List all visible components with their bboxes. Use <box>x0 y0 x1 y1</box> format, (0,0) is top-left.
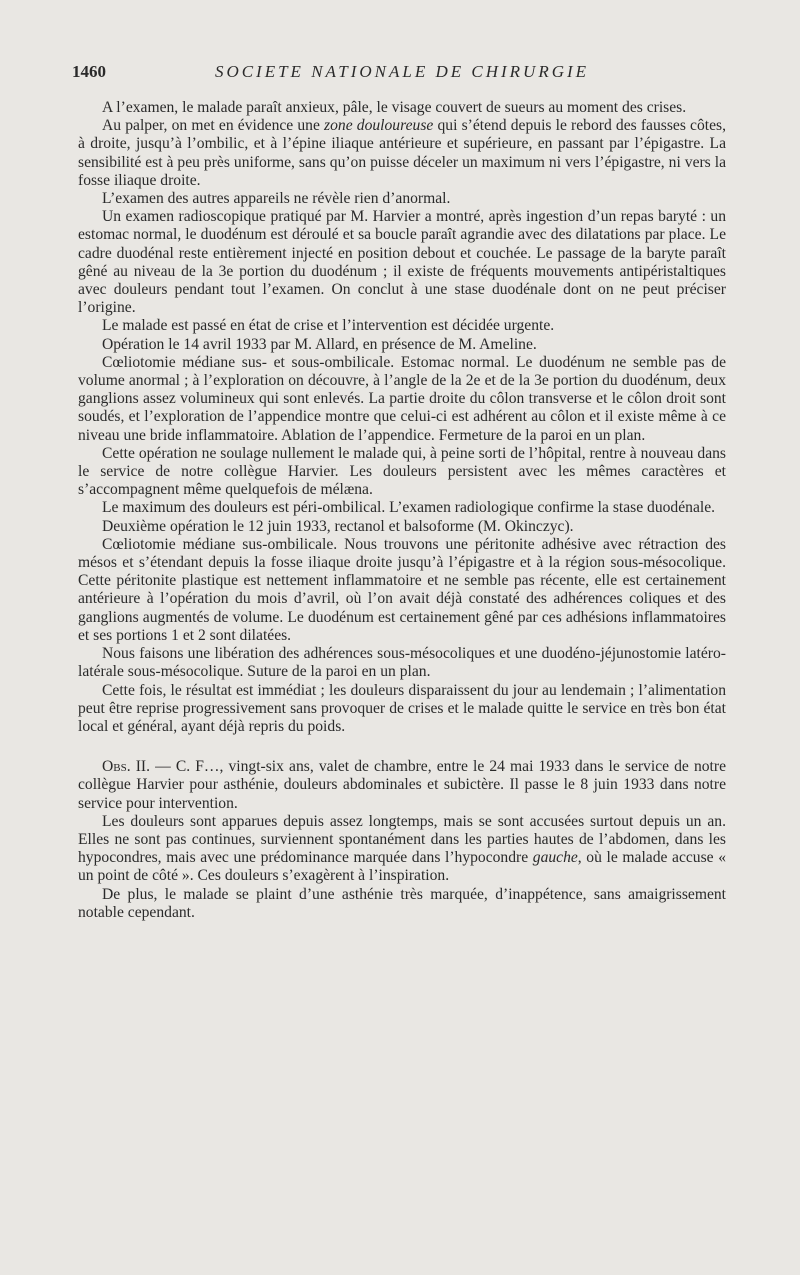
paragraph-text: — C. F…, vingt-six ans, valet de chambre, entre le 24 mai 1933 dans le service de notre collègue Harvier pour asthénie, douleurs abdominales et subictère. Il passe le 8 juin 1933 dans notre service pour intervention. <box>78 758 726 812</box>
paragraph-text: A l’examen, le malade paraît anxieux, pâle, le visage couvert de sueurs au moment des crises. <box>102 99 687 116</box>
paragraph-text: Le maximum des douleurs est péri-ombilical. L’examen radiologique confirme la stase duodénale. <box>102 499 716 517</box>
paragraph-text: Deuxième opération le 12 juin 1933, rectanol et balsoforme (M. Okinczyc). <box>102 517 574 535</box>
paragraph <box>78 445 726 500</box>
paragraph-text: Au palper, on met en évidence une <box>102 117 325 135</box>
paragraph <box>78 518 726 536</box>
paragraph-text: Cette fois, le résultat est immédiat ; les douleurs disparaissent du jour au lendemain ; l’alimentation peut être reprise progressivement sans provoquer de crises et le malade quitte le service en très bon état local et général, ayant déjà repris du poids. <box>78 681 726 735</box>
paragraph-text: Le malade est passé en état de crise et l’intervention est décidée urgente. <box>102 317 555 335</box>
paragraph <box>78 208 726 317</box>
paragraph <box>78 354 726 445</box>
paragraph-text: Cette opération ne soulage nullement le malade qui, à peine sorti de l’hôpital, rentre à nouveau dans le service de notre collègue Harvier. Les douleurs persistent avec les mêmes caractères et s’accompagnent même quelquefois de mélæna. <box>78 444 726 499</box>
paragraph <box>78 536 726 645</box>
paragraph <box>78 813 726 886</box>
italic-term: gauche <box>532 849 578 867</box>
page-header <box>72 62 732 86</box>
paragraph-text: qui s’étend depuis le rebord des fausses côtes, à droite, jusqu’à l’ombilic, et à l’épine iliaque antérieure et supérieure, en passant par l’épigastre. La sensibilité est à peu près uniforme, sans qu’on puisse déceler un maximum ni vers l’épigastre, ni vers la fosse iliaque droite. <box>78 117 726 189</box>
paragraph <box>78 317 726 335</box>
paragraph <box>78 190 726 208</box>
paragraph-text: Cœliotomie médiane sus- et sous-ombilicale. Estomac normal. Le duodénum ne semble pas de volume anormal ; à l’exploration on découvre, à l’angle de la 2e et de la 3e portion du duodénum, deux ganglions assez volumineux qui sont enlevés. La partie droite du côlon transverse et le côlon droit sont soudés, et l’exploration de l’appendice montre que celui-ci est adhérent au côlon et il existe même à ce niveau une bride inflammatoire. Ablation de l’appendice. Fermeture de la paroi en un plan. <box>78 353 726 444</box>
paragraph <box>78 758 726 813</box>
paragraph-text: Opération le 14 avril 1933 par M. Allard, en présence de M. Ameline. <box>102 335 537 353</box>
paragraph <box>78 645 726 681</box>
paragraph-text: L’examen des autres appareils ne révèle rien d’anormal. <box>102 190 451 208</box>
paragraph <box>78 682 726 737</box>
paragraph <box>78 99 726 117</box>
paragraph-text: Un examen radioscopique pratiqué par M. Harvier a montré, après ingestion d’un repas baryté : un estomac normal, le duodénum est déroulé et sa boucle paraît agrandie avec des dilatations par place. Le cadre duodénal reste entièrement injecté en position debout et couchée. Le passage de la baryte paraît gêné au niveau de la 3e portion du duodénum ; il existe de fréquents mouvements antipéristaltiques avec douleurs pendant tout l’examen. On conclut à une stase duodénale dont on ne peut préciser l’origine. <box>78 208 726 317</box>
page-number: 1460 <box>72 62 106 81</box>
paragraph-text: , où le malade accuse « un point de côté ». Ces douleurs s’exagèrent à l’inspiration. <box>78 849 726 885</box>
paragraph-text: Les douleurs sont apparues depuis assez longtemps, mais se sont accusées surtout depuis un an. Elles ne sont pas continues, surviennent spontanément dans les parties hautes de l’abdomen, dans les hypocondres, mais avec une prédominance marquée dans l’hypocondre <box>78 812 726 867</box>
italic-term: zone douloureuse <box>324 117 434 135</box>
paragraph <box>78 336 726 354</box>
paragraph <box>78 886 726 922</box>
paragraph <box>78 499 726 517</box>
paragraph <box>78 117 726 190</box>
paragraph-text: Cœliotomie médiane sus-ombilicale. Nous trouvons une péritonite adhésive avec rétraction des mésos et s’étendant depuis la fosse iliaque droite jusqu’à l’épigastre et à la région sous-mésocolique. Cette péritonite plastique est nettement inflammatoire et ne semble pas récente, elle est certainement antérieure à l’opération du mois d’avril, où l’on avait déjà constaté des adhérences coliques et des ganglions augmentés de volume. Le duodénum est certainement gêné par ces adhésions inflammatoires et ses portions 1 et 2 sont dilatées. <box>78 535 726 644</box>
paragraph-text: Nous faisons une libération des adhérences sous-mésocoliques et une duodéno-jéjunostomie latéro-latérale sous-mésocolique. Suture de la paroi en un plan. <box>78 645 726 681</box>
observation-label: Obs. II. <box>102 758 151 776</box>
body-text <box>78 99 726 922</box>
paragraph-text: De plus, le malade se plaint d’une asthénie très marquée, d’inappétence, sans amaigrissement notable cependant. <box>78 885 726 921</box>
running-title: SOCIETE NATIONALE DE CHIRURGIE <box>214 62 590 81</box>
